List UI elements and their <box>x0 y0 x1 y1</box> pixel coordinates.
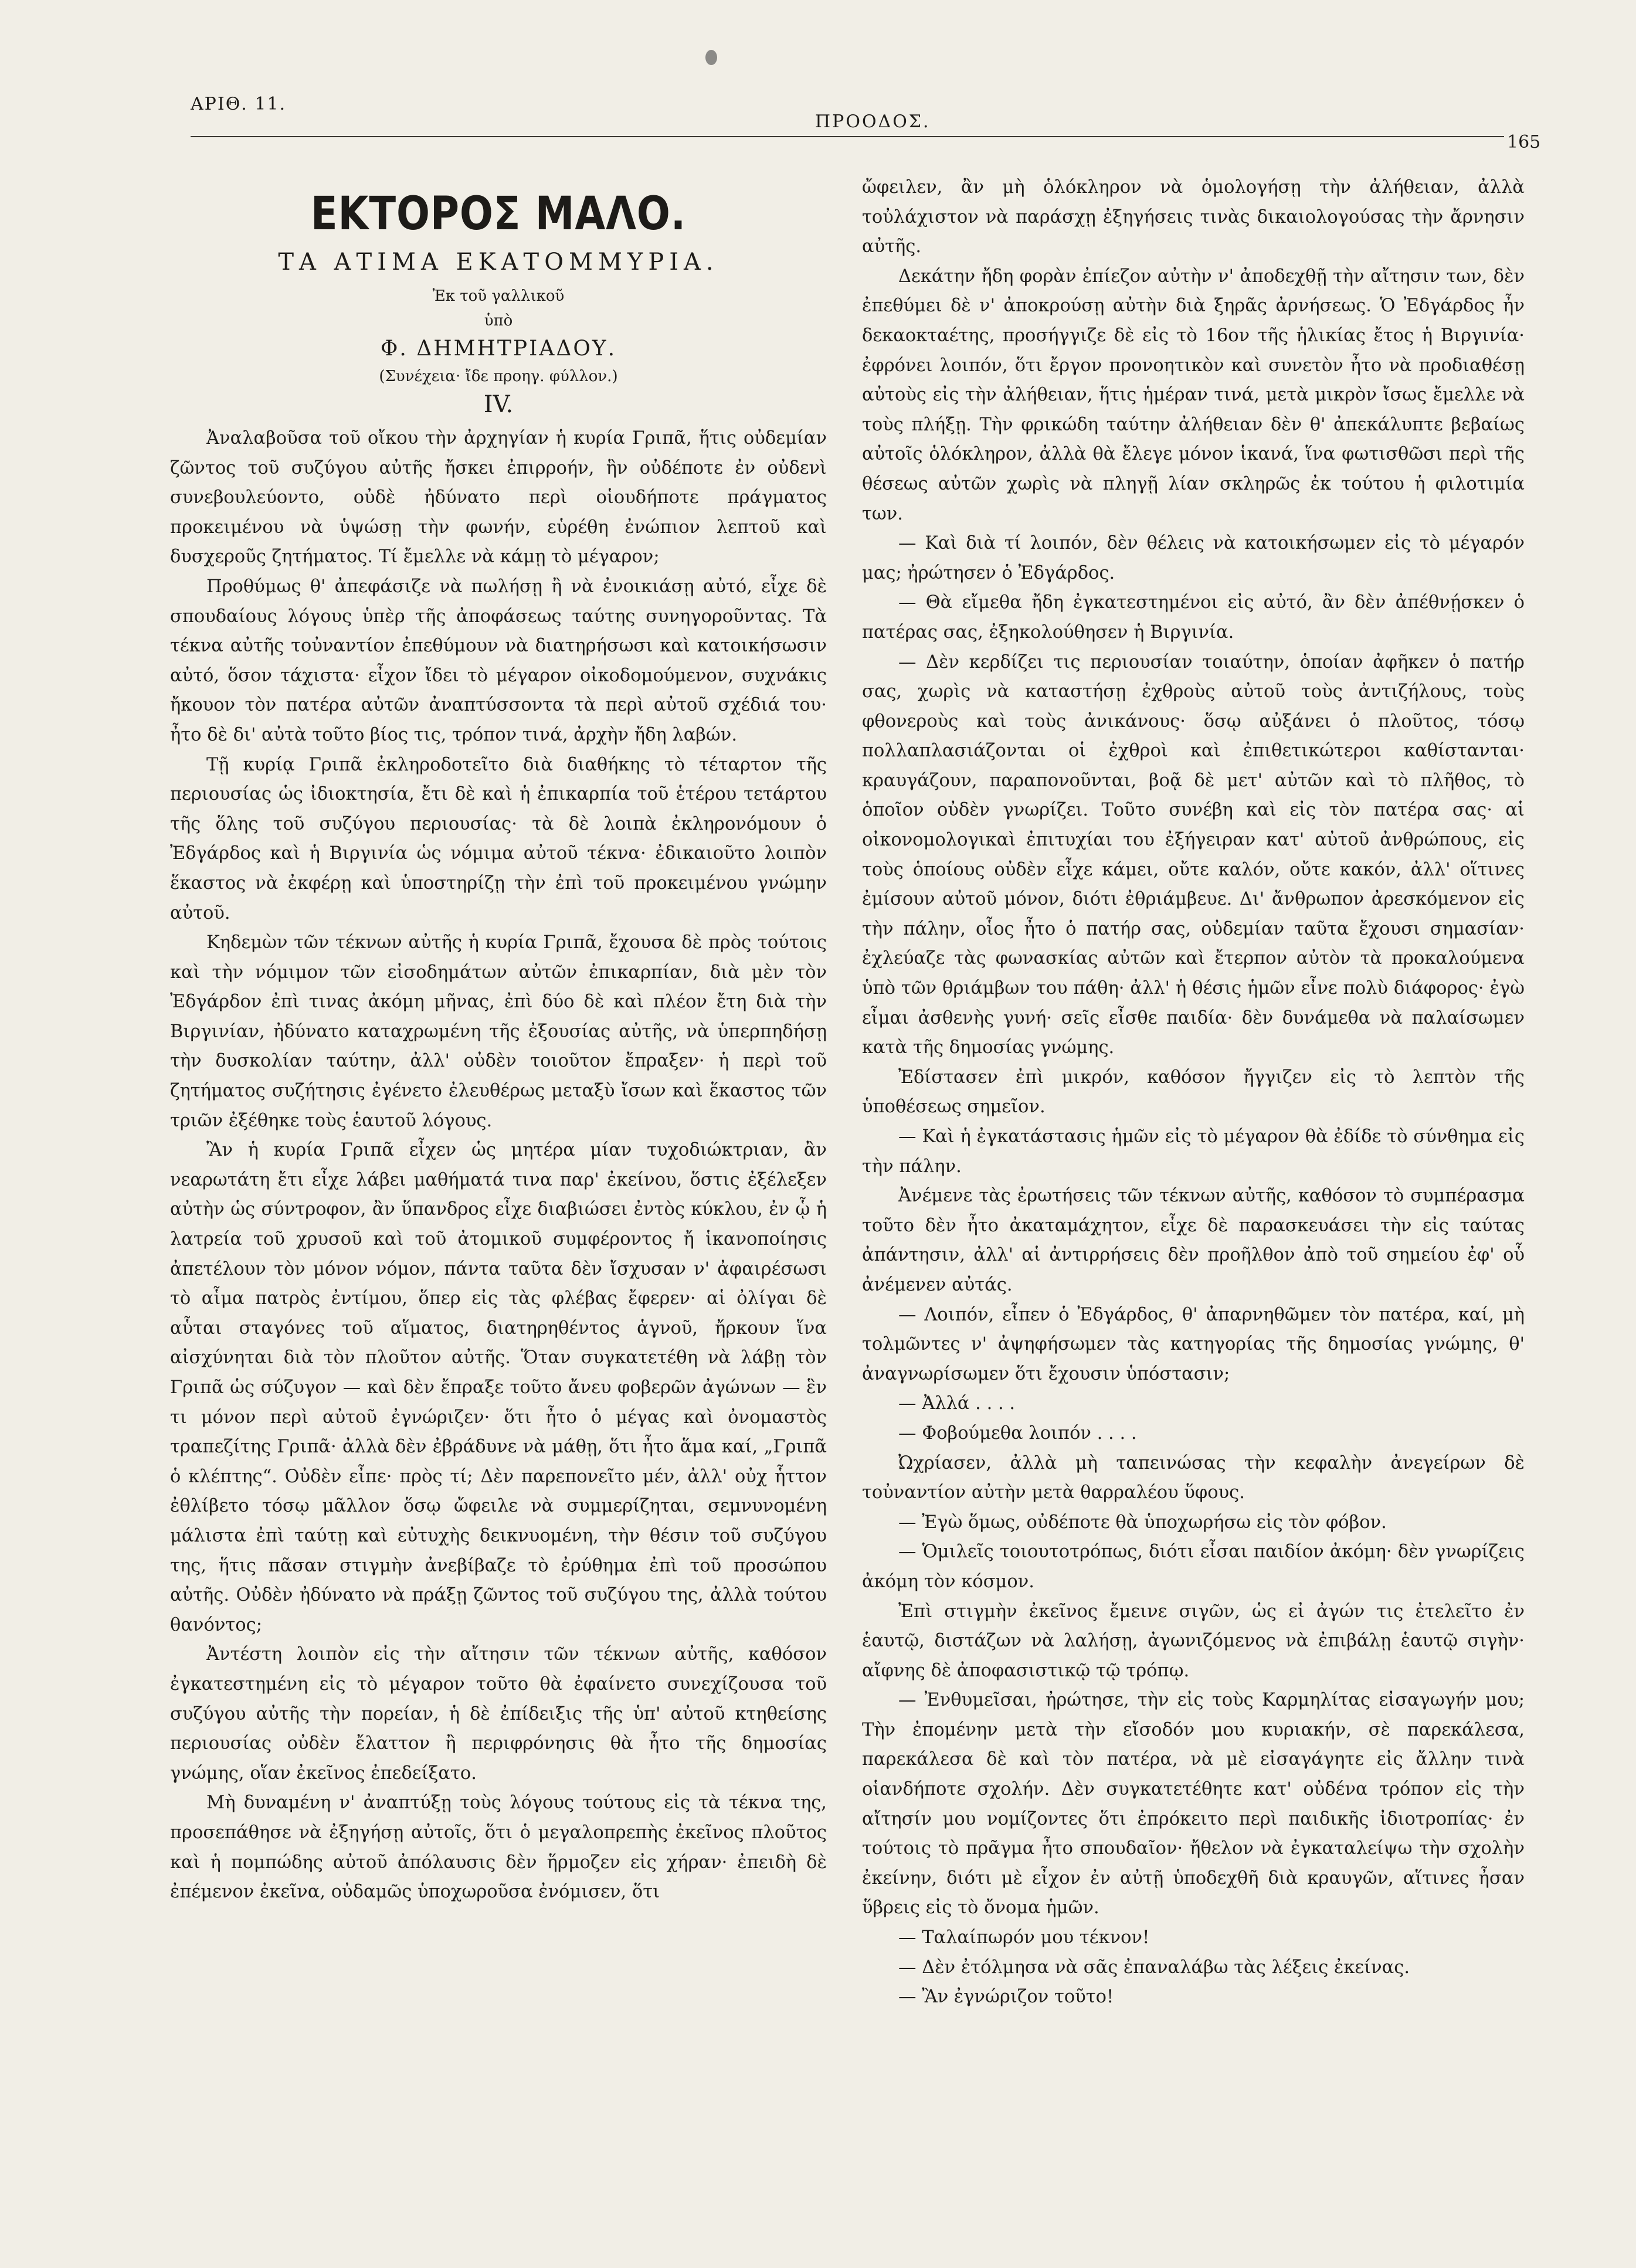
translator-name: Φ. ΔΗΜΗΤΡΙΑΔΟΥ. <box>380 337 617 361</box>
dialogue-line: — Ταλαίπωρόν μου τέκνον! <box>898 1927 1150 1948</box>
paragraph: Ἀντέστη λοιπὸν εἰς τὴν αἴτησιν τῶν τέκνων αὐτῆς, καθόσον ἐγκατεστημένη εἰς τὸ μέγαρον τοῦτο θὰ ἐφαίνετο συνεχίζουσα τοῦ συζύγου αὐτῆς τὴν πορείαν, ἡ δὲ ἐπίδειξις τῆς ὑπ' αὐτοῦ κτηθείσης περιουσίας οὐδὲν ἔλαττον ἢ περιφρόνησις θὰ ἦτο τῆς δημοσίας γνώμης, οἵαν ἐκεῖνος ἐπεδείξατο. <box>170 1644 827 1784</box>
paragraph: Μὴ δυναμένη ν' ἀναπτύξῃ τοὺς λόγους τούτους εἰς τὰ τέκνα της, προσεπάθησε νὰ ἐξηγήσῃ αὐτοῖς, ὅτι ὁ μεγαλοπρεπὴς ἐκεῖνος πλοῦτος καὶ ἡ πομπώδης αὐτοῦ ἀπόλαυσις δὲν ἥρμοζεν εἰς χήραν· ἐπειδὴ δὲ ἐπέμενον ἐκεῖνα, οὐδαμῶς ὑποχωροῦσα ἐνόμισεν, ὅτι <box>170 1792 827 1903</box>
dialogue-line: — Καὶ διὰ τί λοιπόν, δὲν θέλεις νὰ κατοικήσωμεν εἰς τὸ μέγαρόν μας; ἠρώτησεν ὁ Ἐδγάρδος. <box>862 533 1525 583</box>
journal-name: ΠΡΟΟΔΟΣ. <box>815 111 931 132</box>
dialogue-line: — Θὰ εἴμεθα ἤδη ἐγκατεστημένοι εἰς αὐτό, ἂν δὲν ἀπέθνῄσκεν ὁ πατέρας σας, ἐξηκολούθησεν ἡ Βιργινία. <box>862 592 1525 643</box>
article-subtitle: ΤΑ ΑΤΙΜΑ ΕΚΑΤΟΜΜΥΡΙΑ. <box>278 249 719 276</box>
dialogue-line: — Ἀλλά . . . . <box>898 1393 1016 1414</box>
page-header <box>0 0 1636 152</box>
paragraph: Προθύμως θ' ἀπεφάσιζε νὰ πωλήσῃ ἢ νὰ ἐνοικιάσῃ αὐτό, εἶχε δὲ σπουδαίους λόγους ὑπὲρ τῆς ἀποφάσεως ταύτης συνηγοροῦντας. Τὰ τέκνα αὐτῆς τοὐναντίον ἐπεθύμουν νὰ διατηρήσωσι καὶ κατοικήσωσιν αὐτό, ὅσον τάχιστα· εἶχον ἴδει τὸ μέγαρον οἰκοδομούμενον, συχνάκις ἤκουον τὸν πατέρα αὐτῶν ἀναπτύσσοντα τὰ περὶ αὐτοῦ σχέδιά του· ἦτο δὲ δι' αὐτὰ τοῦτο βίος τις, τρόπον τινά, ἀρχὴν ἤδη λαβών. <box>170 576 827 745</box>
dialogue-line: — Φοβούμεθα λοιπόν . . . . <box>898 1422 1137 1444</box>
paragraph: Τῇ κυρίᾳ Γριπᾶ ἐκληροδοτεῖτο διὰ διαθήκης τὸ τέταρτον τῆς περιουσίας ὡς ἰδιοκτησία, ἔτι δὲ καὶ ἡ ἐπικαρπία τοῦ ἑτέρου τετάρτου τῆς ὅλης τοῦ συζύγου περιουσίας· τὰ δὲ λοιπὰ ἐκληρονόμουν ὁ Ἐδγάρδος καὶ ἡ Βιργινία ὡς νόμιμα αὐτοῦ τέκνα· ἐδικαιοῦτο λοιπὸν ἕκαστος νὰ ἐκφέρῃ καὶ ὑποστηρίζῃ τὴν ἐπὶ τοῦ προκειμένου γνώμην αὐτοῦ. <box>170 754 827 924</box>
page-number: 165 <box>1507 132 1541 152</box>
left-column <box>170 176 827 2240</box>
paragraph: Ἀναλαβοῦσα τοῦ οἴκου τὴν ἀρχηγίαν ἡ κυρία Γριπᾶ, ἥτις οὐδεμίαν ζῶντος τοῦ συζύγου αὐτῆς ἤσκει ἐπιρροήν, ἣν οὐδέποτε ἐν οὐδενὶ συνεβουλεύοντο, οὐδὲ ἠδύνατο περὶ οἱουδήποτε πράγματος προκειμένου νὰ ὑψώσῃ τὴν φωνήν, εὑρέθη ἐνώπιον λεπτοῦ καὶ δυσχεροῦς ζητήματος. Τί ἔμελλε νὰ κάμῃ τὸ μέγαρον; <box>170 428 827 568</box>
article-heading <box>170 188 827 418</box>
section-number: IV. <box>483 391 514 418</box>
article-title: ΕΚΤΟΡΟΣ ΜΑΛΟ. <box>310 188 687 240</box>
issue-number: ΑΡΙΘ. 11. <box>191 94 287 114</box>
dialogue-line: — Ἐνθυμεῖσαι, ἠρώτησε, τὴν εἰς τοὺς Καρμηλίτας εἰσαγωγήν μου; Τὴν ἐπομένην μετὰ τὴν εἴσοδόν μου κυριακήν, σὲ παρεκάλεσα, παρεκάλεσα δὲ καὶ τὸν πατέρα, νὰ μὲ εἰσαγάγητε εἰς ἄλλην τινὰ οἱανδήποτε σχολήν. Δὲν συγκατετέθητε κατ' οὐδένα τρόπον εἰς τὴν αἴτησίν μου νομίζοντες ὅτι ἐπρόκειτο περὶ παιδικῆς ἰδιοτροπίας· ἐν τούτοις τὸ πρᾶγμα ἦτο σπουδαῖον· ἤθελον νὰ ἐγκαταλείψω τὴν σχολὴν ἐκείνην, διότι μὲ εἶχον ἐν αὐτῇ ὑποδεχθῆ διὰ κραυγῶν, αἵτινες ἦσαν ὕβρεις εἰς τὸ ὄνομα ἡμῶν. <box>862 1690 1525 1919</box>
by-line: ὑπὸ <box>484 312 513 330</box>
dialogue-line: — Ἂν ἐγνώριζον τοῦτο! <box>898 1987 1114 2008</box>
dialogue-line: — Ὁμιλεῖς τοιουτοτρόπως, διότι εἶσαι παιδίον ἀκόμη· δὲν γνωρίζεις ἀκόμη τὸν κόσμον. <box>862 1542 1525 1592</box>
right-column <box>862 173 1525 2237</box>
paragraph: Κηδεμὼν τῶν τέκνων αὐτῆς ἡ κυρία Γριπᾶ, ἔχουσα δὲ πρὸς τούτοις καὶ τὴν νόμιμον τῶν εἰσοδημάτων αὐτῶν ἐπικαρπίαν, διὰ μὲν τὸν Ἐδγάρδον ἐπὶ τινας ἀκόμη μῆνας, ἐπὶ δύο δὲ καὶ πλέον ἔτη διὰ τὴν Βιργινίαν, ἠδύνατο καταχρωμένη τῆς ἐξουσίας αὐτῆς, νὰ ὑπερπηδήσῃ τὴν δυσκολίαν ταύτην, ἀλλ' οὐδὲν τοιοῦτον ἔπραξεν· ἡ περὶ τοῦ ζητήματος συζήτησις ἐγένετο ἐλευθέρως μεταξὺ ἴσων καὶ ἕκαστος τῶν τριῶν ἐξέθηκε τοὺς ἑαυτοῦ λόγους. <box>170 932 827 1131</box>
dialogue-line: — Λοιπόν, εἶπεν ὁ Ἐδγάρδος, θ' ἀπαρνηθῶμεν τὸν πατέρα, καί, μὴ τολμῶντες ν' ἀψηφήσωμεν τὰς κατηγορίας τῆς δημοσίας γνώμης, θ' ἀναγνωρίσωμεν ὅτι ἔχουσιν ὑπόστασιν; <box>862 1304 1525 1384</box>
paragraph: Δεκάτην ἤδη φορὰν ἐπίεζον αὐτὴν ν' ἀποδεχθῇ τὴν αἴτησιν των, δὲν ἐπεθύμει δὲ ν' ἀποκρούσῃ αὐτὴν διὰ ξηρᾶς ἀρνήσεως. Ὁ Ἐδγάρδος ἦν δεκαοκταέτης, προσήγγιζε δὲ εἰς τὸ 16ον τῆς ἡλικίας ἔτος ἡ Βιργινία· ἐφρόνει λοιπόν, ὅτι ἔργον προνοητικὸν καὶ συνετὸν ἦτο νὰ προδιαθέσῃ αὐτοὺς εἰς τὴν ἀλήθειαν, ἥτις ἡμέραν τινά, μετὰ μικρὸν ἴσως ἔμελλε νὰ τοὺς πλήξῃ. Τὴν φρικώδη ταύτην ἀλήθειαν δὲν θ' ἀπεκάλυπτε βεβαίως αὐτοῖς ὁλόκληρον, ἀλλὰ θὰ ἔλεγε μόνον ἱκανά, ἵνα φωτισθῶσι περὶ τῆς θέσεως αὐτῶν χωρὶς νὰ πληγῇ λίαν σκληρῶς ἐκ τούτου ἡ φιλοτιμία των. <box>862 266 1525 524</box>
translated-from: Ἐκ τοῦ γαλλικοῦ <box>432 287 565 305</box>
continuation-note: (Συνέχεια· ἴδε προηγ. φύλλον.) <box>379 368 618 385</box>
paragraph: Ἀνέμενε τὰς ἐρωτήσεις τῶν τέκνων αὐτῆς, καθόσον τὸ συμπέρασμα τοῦτο δὲν ἦτο ἀκαταμάχητον, εἶχε δὲ παρασκευάσει τὴν εἰς ταύτας ἀπάντησιν, ἀλλ' αἱ ἀντιρρήσεις δὲν προῆλθον ἀπὸ τοῦ σημείου ἐφ' οὗ ἀνέμενεν αὐτάς. <box>862 1186 1525 1295</box>
paragraph: Ἐδίστασεν ἐπὶ μικρόν, καθόσον ἤγγιζεν εἰς τὸ λεπτὸν τῆς ὑποθέσεως σημεῖον. <box>862 1067 1525 1118</box>
dialogue-line: — Δὲν ἐτόλμησα νὰ σᾶς ἐπαναλάβω τὰς λέξεις ἐκείνας. <box>898 1957 1410 1978</box>
paragraph: ὤφειλεν, ἂν μὴ ὁλόκληρον νὰ ὁμολογήσῃ τὴν ἀλήθειαν, ἀλλὰ τοὐλάχιστον νὰ παράσχῃ ἐξηγήσεις τινὰς δικαιολογούσας τὴν ἄρνησιν αὐτῆς. <box>862 177 1525 257</box>
paragraph: Ἂν ἡ κυρία Γριπᾶ εἶχεν ὡς μητέρα μίαν τυχοδιώκτριαν, ἂν νεαρωτάτη ἔτι εἶχε λάβει μαθήματά τινα παρ' ἐκείνου, ὅστις ἐξέλεξεν αὐτὴν ὡς σύντροφον, ἂν ὕπανδρος εἶχε διαβιώσει ἐντὸς κύκλου, ἐν ᾧ ἡ λατρεία τοῦ χρυσοῦ καὶ τοῦ ἀτομικοῦ συμφέροντος ἤ ἱκανοποίησις ἀπετέλουν τὸν μόνον νόμον, πάντα ταῦτα δὲν ἴσχυσαν ν' ἀφαιρέσωσι τὸ αἷμα πατρὸς ἐντίμου, ὅπερ εἰς τὰς φλέβας ἔφερεν· αἱ ὀλίγαι δὲ αὗται σταγόνες τοῦ αἵματος, διατηρηθέντος ἁγνοῦ, ἤρκουν ἵνα αἰσχύνηται διὰ τὸν πλοῦτον αὐτῆς. Ὅταν συγκατετέθη νὰ λάβῃ τὸν Γριπᾶ ὡς σύζυγον — καὶ δὲν ἔπραξε τοῦτο ἄνευ φοβερῶν ἀγώνων — ἓν τι μόνον περὶ αὐτοῦ ἐγνώριζεν· ὅτι ἦτο ὁ μέγας καὶ ὀνομαστὸς τραπεζίτης Γριπᾶ· ἀλλὰ δὲν ἐβράδυνε νὰ μάθῃ, ὅτι ἦτο ἅμα καί, „Γριπᾶ ὁ κλέπτης“. Οὐδὲν εἶπε· πρὸς τί; Δὲν παρεπονεῖτο μέν, ἀλλ' οὐχ ἧττον ἐθλίβετο τόσῳ μᾶλλον ὅσῳ ὤφειλε νὰ συμμερίζηται, σεμνυνομένη μάλιστα ἐπὶ ταύτῃ καὶ εὐτυχὴς δεικνυομένη, τὴν θέσιν τοῦ συζύγου της, ἥτις πᾶσαν στιγμὴν ἀνεβίβαζε τὸ ἐρύθημα ἐπὶ τοῦ προσώπου αὐτῆς. Οὐδὲν ἠδύνατο νὰ πράξῃ ζῶντος τοῦ συζύγου της, ἀλλὰ τούτου θανόντος; <box>170 1140 827 1635</box>
header-rule <box>191 136 1504 137</box>
dialogue-line: — Ἐγὼ ὅμως, οὐδέποτε θὰ ὑποχωρήσω εἰς τὸν φόβον. <box>898 1512 1387 1533</box>
paragraph: Ἐπὶ στιγμὴν ἐκεῖνος ἔμεινε σιγῶν, ὡς εἰ ἀγών τις ἐτελεῖτο ἐν ἑαυτῷ, διστάζων νὰ λαλήσῃ, ἀγωνιζόμενος νὰ ἐπιβάλῃ ἑαυτῷ σιγὴν· αἴφνης δὲ ἀποφασιστικῷ τῷ τρόπῳ. <box>862 1601 1525 1681</box>
dialogue-line: — Καὶ ἡ ἐγκατάστασις ἡμῶν εἰς τὸ μέγαρον θὰ ἐδίδε τὸ σύνθημα εἰς τὴν πάλην. <box>862 1126 1525 1177</box>
dialogue-line: — Δὲν κερδίζει τις περιουσίαν τοιαύτην, ὁποίαν ἀφῆκεν ὁ πατήρ σας, χωρὶς νὰ καταστήσῃ ἐχθροὺς αὐτοῦ τοὺς ἀντιζήλους, τοὺς φθονεροὺς καὶ τοὺς ἀνικάνους· ὅσῳ αὐξάνει ὁ πλοῦτος, τόσῳ πολλαπλασιάζονται οἱ ἐχθροὶ καὶ ἐπιθετικώτεροι καθίστανται· κραυγάζουν, παραπονοῦνται, βοᾷ δὲ μετ' αὐτῶν καὶ τὸ πλῆθος, τὸ ὁποῖον οὐδὲν γνωρίζει. Τοῦτο συνέβη καὶ εἰς τὸν πατέρα σας· αἱ οἰκονομολογικαὶ ἐπιτυχίαι του ἐξήγειραν κατ' αὐτοῦ ἀνθρώπους, εἰς τοὺς ὁποίους οὐδὲν εἶχε κάμει, οὔτε καλόν, οὔτε κακόν, ἀλλ' οἵτινες ἐμίσουν αὐτοῦ μόνον, διότι ἐθριάμβευε. Δι' ἄνθρωπον ἀρεσκόμενον εἰς τὴν πάλην, οἷος ἦτο ὁ πατήρ σας, οὐδεμίαν ταῦτα ἔχουσι σημασίαν· ἐχλεύαζε τὰς φωνασκίας αὐτῶν καὶ ἔτερπον αὐτὸν τὰ προκαλούμενα ὑπὸ τῶν θριάμβων του πάθη· ἀλλ' ἡ θέσις ἡμῶν εἶνε πολὺ διάφορος· ἐγὼ εἶμαι ἀσθενὴς γυνή· σεῖς εἶσθε παιδία· δὲν δυνάμεθα νὰ παλαίσωμεν κατὰ τῆς δημοσίας γνώμης. <box>862 651 1525 1058</box>
paragraph: Ὠχρίασεν, ἀλλὰ μὴ ταπεινώσας τὴν κεφαλὴν ἀνεγείρων δὲ τοὐναντίον αὐτὴν μετὰ θαρραλέου ὕφους. <box>862 1452 1525 1503</box>
